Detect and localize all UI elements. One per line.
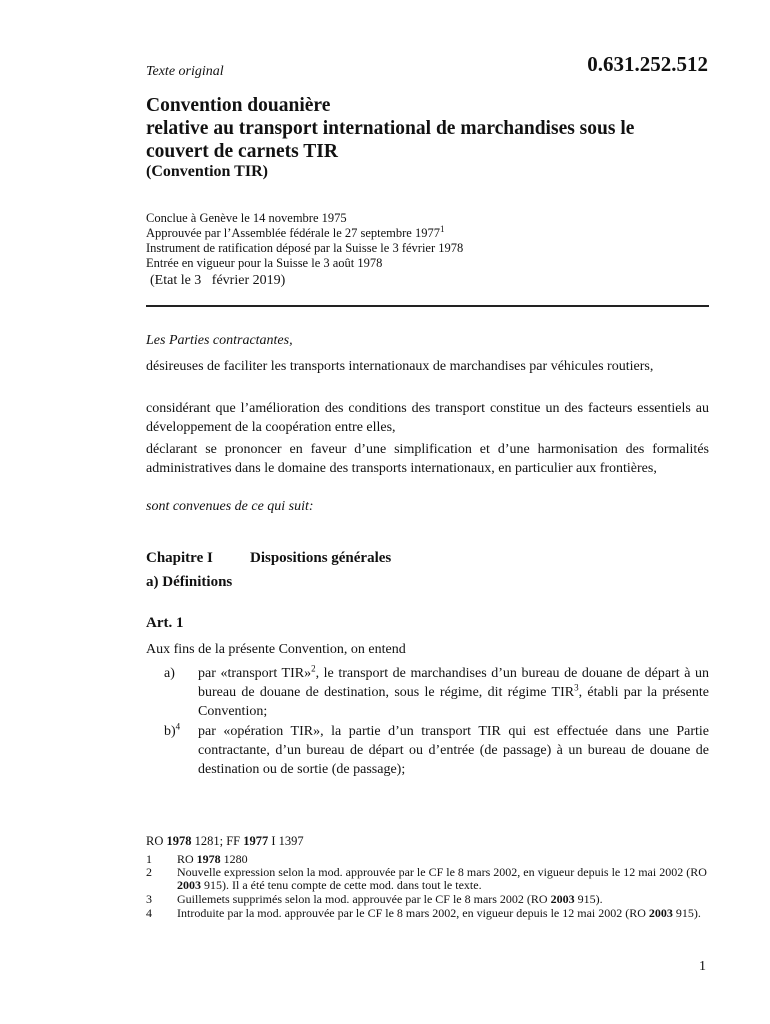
footnote (146, 907, 712, 920)
item-label: b)$^4$ (164, 721, 181, 739)
article-heading: Art. 1 (146, 615, 184, 631)
footnote-text: Guillemets supprimés selon la mod. approuvée par le CF le 8 mars 2002 (RO 2003 915). (177, 892, 603, 906)
title-line-1: Convention douanière (146, 95, 331, 116)
footnote-ref-2[interactable]: 2 (311, 663, 316, 674)
page-number: 1 (699, 959, 706, 974)
item-text: par «opération TIR», la partie d’un transport TIR qui est effectuée dans une Partie contractante, d’un bureau de départ ou d’entrée (de passage) à un bureau de douane de destination ou de sortie (de passage); (198, 724, 709, 777)
original-text-label: Texte original (146, 64, 224, 79)
document-subtitle: (Convention TIR) (146, 163, 268, 180)
status-date: (Etat le 3 février 2019) (150, 273, 286, 288)
footnote-text: Introduite par la mod. approuvée par le CF le 8 mars 2002, en vigueur depuis le 12 mai 2002 (RO 2003 915). (177, 906, 701, 920)
preamble-paragraph-3: déclarant se prononcer en faveur d’une simplification et d’une harmonisation des formalités administratives dans le domaine des transports internationaux, en particulier aux frontières, (146, 442, 709, 476)
footnote-number: 4 (146, 906, 152, 920)
meta-entree: Entrée en vigueur pour la Suisse le 3 août 1978 (146, 256, 383, 270)
document-title (146, 94, 716, 163)
footnote (146, 866, 712, 892)
sr-number: 0.631.252.512 (587, 52, 708, 76)
preamble-paragraph-1: désireuses de faciliter les transports internationaux de marchandises par véhicules routiers, (146, 359, 654, 374)
chapter-number: Chapitre I (146, 550, 213, 566)
title-line-3: couvert de carnets TIR (146, 141, 338, 162)
chapter-title: Dispositions générales (250, 550, 392, 566)
preamble-paragraph-2: considérant que l’amélioration des conditions des transport constitue un des facteurs essentiels au développement de la coopération entre elles, (146, 401, 709, 435)
footnote-number: 1 (146, 852, 152, 866)
preamble-parties: Les Parties contractantes, (146, 333, 293, 348)
footnote-text: Nouvelle expression selon la mod. approuvée par le CF le 8 mars 2002, en vigueur depuis le 12 mai 2002 (RO 2003 915). Il a été tenu compte de cette mod. dans tout le texte. (177, 865, 707, 892)
footnote-ref-3[interactable]: 3 (574, 682, 579, 693)
footnote-text: RO 1978 1280 (177, 852, 248, 866)
horizontal-rule (146, 305, 709, 307)
meta-conclue: Conclue à Genève le 14 novembre 1975 (146, 211, 347, 225)
chapter-heading (146, 550, 391, 567)
title-line-2: relative au transport international de marchandises sous le (146, 118, 635, 139)
document-meta (146, 211, 463, 271)
footnote (146, 893, 712, 906)
section-heading: a) Définitions (146, 574, 233, 590)
list-item (146, 664, 709, 721)
article-intro: Aux fins de la présente Convention, on entend (146, 642, 406, 657)
footnote-number: 3 (146, 892, 152, 906)
item-label: a) (164, 666, 175, 681)
meta-instrument: Instrument de ratification déposé par la Suisse le 3 février 1978 (146, 241, 464, 255)
footnote-ref-1[interactable]: 1 (439, 223, 445, 234)
meta-approuvee: Approuvée par l’Assemblée fédérale le 27 septembre 1977$^1$ (146, 223, 445, 240)
source-reference: RO 1978 1281; FF 1977 I 1397 (146, 834, 304, 848)
footnote-ref-4[interactable]: 4 (175, 721, 181, 732)
list-item (146, 722, 709, 779)
footnote-number: 2 (146, 865, 152, 879)
item-text: par «transport TIR»$^2$, le transport de marchandises d’un bureau de douane de départ à un bureau de douane de destination, sous le régime, dit régime TIR$^3$, établi par la présente Convention; (198, 663, 710, 719)
preamble-convenues: sont convenues de ce qui suit: (146, 499, 314, 514)
